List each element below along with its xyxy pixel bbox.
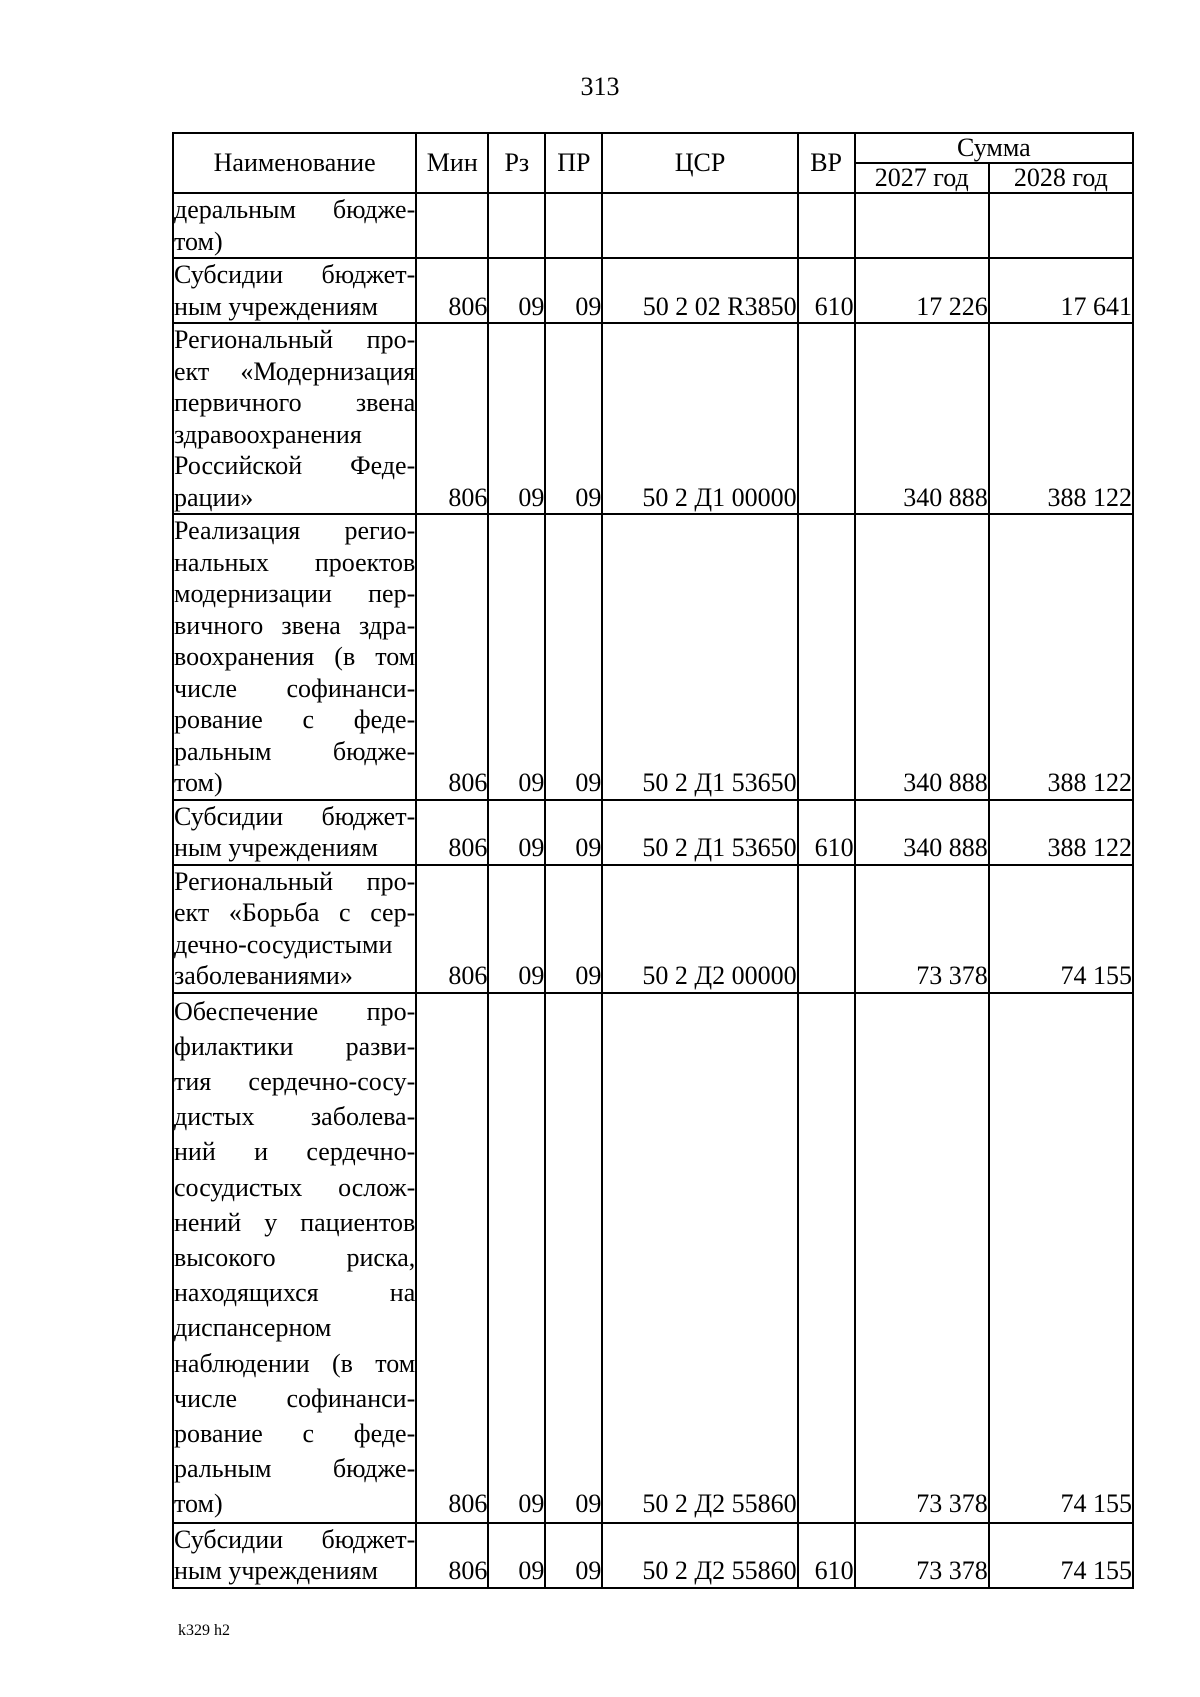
cell-rz: 09 [488,1523,545,1588]
cell-vr [798,323,855,514]
cell-csr: 50 2 Д2 00000 [602,865,797,993]
table-body [173,193,1133,1588]
cell-min: 806 [416,993,488,1523]
row-name [173,514,416,800]
row-name [173,1523,416,1588]
row-name-line: ект «Модернизация [174,356,416,386]
row-name-line: числе софинанси- [174,673,416,703]
row-name-line: ным учреждениям [174,291,378,321]
cell-rz: 09 [488,865,545,993]
row-name-line: сосудистых ослож- [174,1172,416,1202]
cell-pr: 09 [545,514,602,800]
row-name-line: ний и сердечно- [174,1137,416,1167]
row-name-line: рации» [174,482,254,512]
row-name-line: ральным бюдже- [174,736,416,766]
row-name-line: Реализация регио- [174,516,416,545]
row-name-line: числе софинанси- [174,1383,416,1413]
cell-y2028: 74 155 [989,993,1133,1523]
row-name [173,193,416,258]
cell-vr [798,193,855,258]
row-name-line: том) [174,1489,223,1519]
cell-min: 806 [416,258,488,323]
row-name-line: Субсидии бюджет- [174,260,416,289]
row-name-line: филактики разви- [174,1031,416,1061]
cell-y2028: 388 122 [989,514,1133,800]
cell-y2027: 73 378 [855,865,989,993]
cell-pr [545,193,602,258]
row-name-line: находящихся на [174,1278,416,1308]
cell-csr: 50 2 02 R3850 [602,258,797,323]
cell-y2027: 340 888 [855,323,989,514]
row-name-line: диспансерном [174,1313,332,1343]
row-name-line: Российской Феде- [174,451,416,480]
table-row [173,258,1133,323]
row-name-line: ным учреждениям [174,833,378,862]
cell-y2027: 73 378 [855,993,989,1523]
table-row [173,800,1133,865]
row-name-line: ным учреждениям [174,1556,378,1586]
cell-rz: 09 [488,800,545,865]
cell-pr: 09 [545,258,602,323]
footer-code: k329 h2 [178,1622,230,1639]
row-name-line: Субсидии бюджет- [174,1524,416,1554]
row-name-line: том) [174,768,223,797]
row-name-line: заболеваниями» [174,961,353,990]
cell-pr: 09 [545,993,602,1523]
header-year-2028: 2028 год [989,163,1133,193]
cell-rz: 09 [488,258,545,323]
row-name [173,865,416,993]
cell-min: 806 [416,800,488,865]
header-name: Наименование [173,133,416,193]
header-min: Мин [416,133,488,193]
row-name-line: рование с феде- [174,1418,416,1448]
cell-min: 806 [416,865,488,993]
cell-pr: 09 [545,800,602,865]
cell-y2028: 388 122 [989,800,1133,865]
row-name-line: ральным бюдже- [174,1454,416,1484]
cell-min [416,193,488,258]
budget-table [172,132,1134,1589]
cell-y2028: 74 155 [989,1523,1133,1588]
row-name-line: здравоохранения [174,419,362,449]
cell-y2028: 388 122 [989,323,1133,514]
row-name-line: том) [174,226,223,256]
row-name-line: дерaльным бюдже- [174,195,416,224]
table-row [173,514,1133,800]
cell-min: 806 [416,514,488,800]
header-vr: ВР [798,133,855,193]
cell-y2028: 17 641 [989,258,1133,323]
row-name-line: нальных проектов [174,547,416,577]
cell-y2027 [855,193,989,258]
cell-csr [602,193,797,258]
row-name [173,323,416,514]
page-number: 313 [580,72,620,101]
cell-rz: 09 [488,993,545,1523]
cell-y2027: 73 378 [855,1523,989,1588]
cell-csr: 50 2 Д1 00000 [602,323,797,514]
cell-vr [798,514,855,800]
row-name-line: Обеспечение про- [174,996,416,1026]
cell-min: 806 [416,323,488,514]
cell-y2027: 340 888 [855,800,989,865]
row-name-line: высокого риска, [174,1242,416,1272]
row-name-line: дистых заболева- [174,1102,416,1132]
cell-min: 806 [416,1523,488,1588]
cell-rz: 09 [488,323,545,514]
row-name-line: дечно-сосудистыми [174,929,393,959]
cell-vr: 610 [798,800,855,865]
table-row [173,323,1133,514]
row-name-line: модернизации пер- [174,579,416,608]
cell-y2027: 340 888 [855,514,989,800]
row-name-line: ект «Борьба с сер- [174,898,416,927]
row-name [173,258,416,323]
table-row [173,1523,1133,1588]
header-rz: Рз [488,133,545,193]
cell-pr: 09 [545,1523,602,1588]
cell-vr [798,865,855,993]
cell-pr: 09 [545,865,602,993]
row-name-line: нений у пациентов [174,1207,416,1237]
cell-y2027: 17 226 [855,258,989,323]
header-pr: ПР [545,133,602,193]
cell-rz: 09 [488,514,545,800]
row-name-line: Субсидии бюджет- [174,801,416,831]
table-row [173,993,1133,1523]
row-name-line: вичного звена здра- [174,610,416,640]
row-name-line: рование с феде- [174,705,416,734]
cell-y2028: 74 155 [989,865,1133,993]
row-name-line: Региональный про- [174,866,416,896]
cell-rz [488,193,545,258]
cell-csr: 50 2 Д1 53650 [602,800,797,865]
row-name-line: Региональный про- [174,325,416,354]
row-name-line: первичного звена [174,388,416,417]
cell-pr: 09 [545,323,602,514]
row-name-line: воохранения (в том [174,642,416,671]
table-row [173,865,1133,993]
row-name [173,800,416,865]
cell-vr: 610 [798,258,855,323]
row-name-line: наблюдении (в том [174,1348,416,1378]
cell-csr: 50 2 Д2 55860 [602,1523,797,1588]
row-name [173,993,416,1523]
header-sum: Сумма [855,133,1133,163]
cell-csr: 50 2 Д2 55860 [602,993,797,1523]
header-year-2027: 2027 год [855,163,989,193]
table-row [173,193,1133,258]
header-csr: ЦСР [602,133,797,193]
cell-vr [798,993,855,1523]
cell-y2028 [989,193,1133,258]
cell-vr: 610 [798,1523,855,1588]
cell-csr: 50 2 Д1 53650 [602,514,797,800]
row-name-line: тия сердечно-сосу- [174,1066,416,1096]
